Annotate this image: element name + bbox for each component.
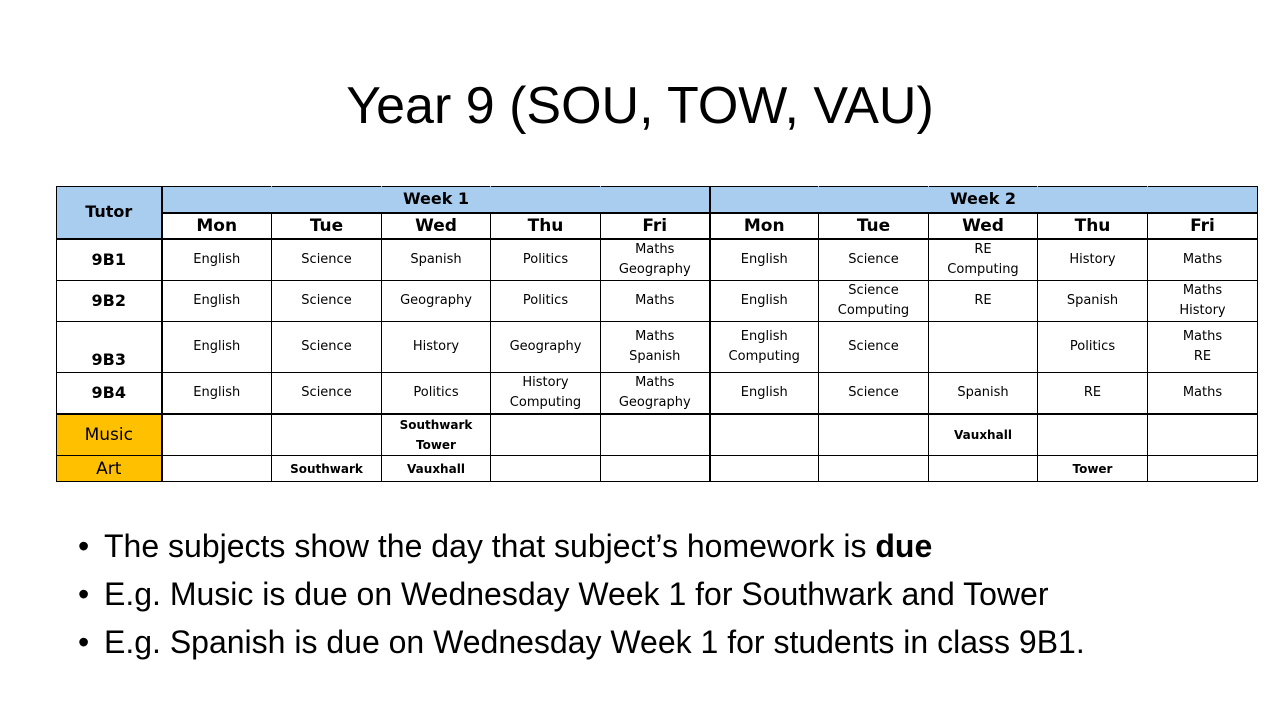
subject-name: English bbox=[740, 328, 788, 344]
class-label: 9B3 bbox=[57, 321, 162, 372]
week-header-cell bbox=[601, 187, 710, 213]
subject-name: Maths bbox=[635, 292, 675, 308]
subject-name: Geography bbox=[400, 292, 472, 308]
class-row bbox=[57, 280, 1258, 321]
subject-name: Science bbox=[301, 251, 352, 267]
day-header: Thu bbox=[491, 213, 601, 239]
subject-name: Spanish bbox=[410, 251, 462, 267]
site-cell bbox=[601, 456, 710, 482]
subject-name: Maths bbox=[1182, 384, 1223, 400]
subject-name: RE bbox=[1193, 348, 1212, 364]
bullet-icon: • bbox=[78, 528, 90, 564]
bullet-icon: • bbox=[78, 576, 90, 612]
site-name: Tower bbox=[1072, 461, 1113, 476]
subject-cell bbox=[819, 372, 929, 414]
site-cell bbox=[1148, 456, 1258, 482]
subject-name: English bbox=[193, 292, 241, 308]
tutor-header: Tutor bbox=[57, 187, 162, 239]
subject-cell bbox=[601, 321, 710, 372]
week-header-cell bbox=[272, 187, 382, 213]
subject-name: English bbox=[740, 292, 788, 308]
subject-cell bbox=[382, 280, 491, 321]
subject-cell bbox=[710, 280, 819, 321]
subject-cell bbox=[1148, 280, 1258, 321]
site-cell bbox=[491, 456, 601, 482]
class-label: 9B1 bbox=[57, 239, 162, 281]
site-name: Tower bbox=[416, 437, 456, 452]
note-item: • The subjects show the day that subject’s homework is due bbox=[78, 522, 1085, 570]
subject-name: History bbox=[522, 374, 569, 390]
class-label: 9B2 bbox=[57, 280, 162, 321]
subject-cell bbox=[382, 372, 491, 414]
week-label: Week 2 bbox=[929, 187, 1038, 213]
subject-cell bbox=[1038, 372, 1148, 414]
day-header: Wed bbox=[929, 213, 1038, 239]
subject-name: Spanish bbox=[957, 384, 1009, 400]
site-name: Southwark bbox=[290, 461, 363, 476]
subject-cell bbox=[272, 321, 382, 372]
subject-cell bbox=[819, 280, 929, 321]
site-cell bbox=[382, 414, 491, 456]
subject-name: Maths bbox=[635, 328, 675, 344]
week-header-cell bbox=[491, 187, 601, 213]
subject-name: Spanish bbox=[629, 348, 681, 364]
subject-name: Science bbox=[848, 251, 899, 267]
subject-name: English bbox=[193, 384, 241, 400]
subject-cell bbox=[491, 239, 601, 281]
week-header-cell bbox=[162, 187, 272, 213]
week-header-cell bbox=[819, 187, 929, 213]
site-cell bbox=[382, 456, 491, 482]
subject-name: Geography bbox=[509, 338, 582, 354]
subject-cell bbox=[1148, 321, 1258, 372]
subject-name: Politics bbox=[1069, 338, 1116, 354]
subject-name: RE bbox=[1083, 384, 1102, 400]
subject-name: Maths bbox=[635, 241, 675, 257]
site-cell bbox=[1148, 414, 1258, 456]
week-label: Week 1 bbox=[382, 187, 491, 213]
subject-name: English bbox=[740, 384, 788, 400]
subject-name: Politics bbox=[522, 292, 569, 308]
day-header: Thu bbox=[1038, 213, 1148, 239]
site-name: Southwark bbox=[399, 417, 473, 432]
subject-cell bbox=[819, 321, 929, 372]
subject-name: Science bbox=[301, 384, 352, 400]
class-row bbox=[57, 372, 1258, 414]
subject-cell bbox=[601, 372, 710, 414]
notes-list bbox=[78, 522, 1085, 666]
site-cell bbox=[491, 414, 601, 456]
bullet-icon: • bbox=[78, 624, 90, 660]
subject-name: RE bbox=[974, 241, 992, 257]
week-header-cell bbox=[1148, 187, 1258, 213]
subject-cell bbox=[382, 239, 491, 281]
subject-name: Geography bbox=[618, 261, 691, 277]
day-header: Fri bbox=[1148, 213, 1258, 239]
day-header: Tue bbox=[819, 213, 929, 239]
subject-name: Science bbox=[301, 338, 352, 354]
subject-cell bbox=[929, 239, 1038, 281]
subject-name: History bbox=[412, 338, 460, 354]
subject-name: Spanish bbox=[1066, 292, 1119, 308]
day-header: Fri bbox=[601, 213, 710, 239]
subject-cell bbox=[162, 321, 272, 372]
day-header-row bbox=[57, 213, 1258, 239]
week-header-cell bbox=[1038, 187, 1148, 213]
subject-cell bbox=[819, 239, 929, 281]
subject-name: Maths bbox=[635, 374, 675, 390]
subject-cell bbox=[272, 239, 382, 281]
subject-cell bbox=[1148, 239, 1258, 281]
subject-name: Computing bbox=[728, 348, 800, 364]
subject-label: Art bbox=[57, 456, 162, 482]
subject-name: RE bbox=[974, 292, 992, 308]
site-cell bbox=[819, 456, 929, 482]
site-cell bbox=[929, 456, 1038, 482]
subject-name: English bbox=[740, 251, 788, 267]
subject-cell bbox=[162, 239, 272, 281]
class-label: 9B4 bbox=[57, 372, 162, 414]
subject-name: Maths bbox=[1182, 282, 1223, 298]
subject-name: Geography bbox=[618, 394, 691, 410]
subject-cell bbox=[601, 280, 710, 321]
subject-cell bbox=[272, 372, 382, 414]
subject-name: Politics bbox=[413, 384, 459, 400]
subject-name: Maths bbox=[1182, 328, 1223, 344]
subject-cell bbox=[1148, 372, 1258, 414]
slide-title: Year 9 (SOU, TOW, VAU) bbox=[346, 77, 934, 135]
subject-name: Science bbox=[301, 292, 352, 308]
subject-cell bbox=[491, 321, 601, 372]
subject-cell bbox=[1038, 321, 1148, 372]
site-cell bbox=[162, 456, 272, 482]
subject-cell bbox=[382, 321, 491, 372]
subject-name: English bbox=[193, 338, 241, 354]
subject-name: Science bbox=[848, 384, 899, 400]
day-header: Wed bbox=[382, 213, 491, 239]
homework-timetable bbox=[56, 186, 1258, 482]
subject-cell bbox=[162, 372, 272, 414]
subject-cell bbox=[929, 280, 1038, 321]
week-header-cell bbox=[710, 187, 819, 213]
site-cell bbox=[1038, 414, 1148, 456]
site-row bbox=[57, 414, 1258, 456]
day-header: Mon bbox=[162, 213, 272, 239]
subject-name: English bbox=[193, 251, 241, 267]
site-cell bbox=[162, 414, 272, 456]
site-cell bbox=[819, 414, 929, 456]
subject-cell bbox=[710, 321, 819, 372]
subject-name: Computing bbox=[947, 261, 1019, 277]
site-cell bbox=[272, 456, 382, 482]
site-name: Vauxhall bbox=[954, 427, 1012, 442]
site-cell bbox=[710, 456, 819, 482]
subject-label: Music bbox=[57, 414, 162, 456]
site-cell bbox=[710, 414, 819, 456]
day-header: Tue bbox=[272, 213, 382, 239]
subject-cell bbox=[272, 280, 382, 321]
subject-cell bbox=[491, 372, 601, 414]
day-header: Mon bbox=[710, 213, 819, 239]
subject-name: Computing bbox=[509, 394, 582, 410]
site-name: Vauxhall bbox=[407, 461, 465, 476]
site-cell bbox=[929, 414, 1038, 456]
subject-cell bbox=[710, 239, 819, 281]
subject-cell bbox=[1038, 280, 1148, 321]
class-row bbox=[57, 321, 1258, 372]
subject-name: History bbox=[1069, 251, 1116, 267]
site-cell bbox=[1038, 456, 1148, 482]
site-cell bbox=[272, 414, 382, 456]
subject-cell bbox=[929, 372, 1038, 414]
subject-name: Maths bbox=[1182, 251, 1223, 267]
subject-name: History bbox=[1179, 302, 1226, 318]
site-row bbox=[57, 456, 1258, 482]
week-header-row bbox=[57, 187, 1258, 213]
subject-name: Science bbox=[848, 338, 899, 354]
subject-name: Computing bbox=[837, 302, 910, 318]
class-row bbox=[57, 239, 1258, 281]
subject-name: Politics bbox=[522, 251, 569, 267]
site-cell bbox=[601, 414, 710, 456]
note-item: • E.g. Spanish is due on Wednesday Week 1 for students in class 9B1. bbox=[78, 618, 1085, 666]
subject-cell bbox=[601, 239, 710, 281]
subject-cell bbox=[929, 321, 1038, 372]
subject-cell bbox=[162, 280, 272, 321]
subject-cell bbox=[710, 372, 819, 414]
subject-cell bbox=[1038, 239, 1148, 281]
note-item: • E.g. Music is due on Wednesday Week 1 for Southwark and Tower bbox=[78, 570, 1085, 618]
subject-name: Science bbox=[848, 282, 899, 298]
subject-cell bbox=[491, 280, 601, 321]
